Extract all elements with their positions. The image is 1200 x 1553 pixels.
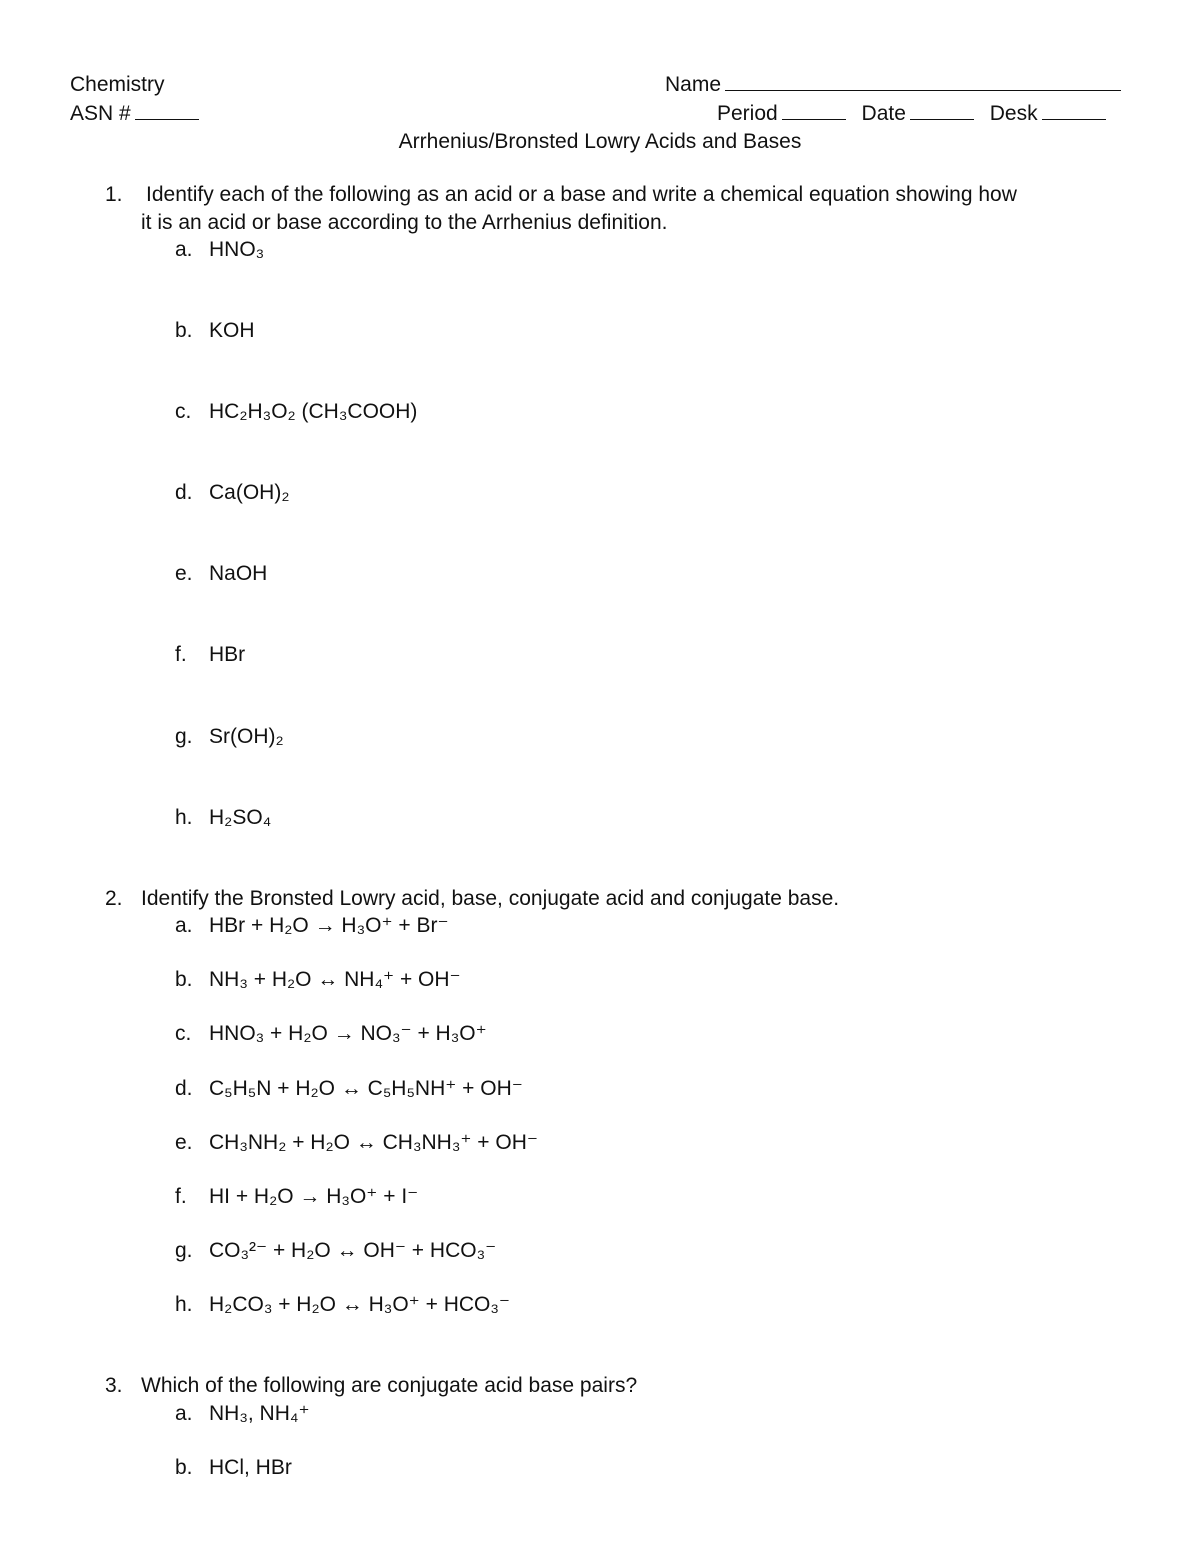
item-letter: b. xyxy=(175,1456,193,1479)
list-item xyxy=(175,1457,292,1478)
name-label: Name xyxy=(665,73,722,96)
list-item xyxy=(175,1132,538,1153)
chemical-equation: CH₃NH₂ + H₂O ↔ CH₃NH₃⁺ + OH⁻ xyxy=(209,1131,538,1154)
chemical-formula: HC₂H₃O₂ (CH₃COOH) xyxy=(209,400,418,423)
item-letter: h. xyxy=(175,1293,193,1316)
item-letter: c. xyxy=(175,400,192,423)
item-letter: h. xyxy=(175,806,193,829)
item-letter: f. xyxy=(175,1185,187,1208)
list-item xyxy=(175,969,461,990)
list-item xyxy=(175,1078,523,1099)
list-item xyxy=(175,1403,310,1424)
chemical-equation: HNO₃ + H₂O → NO₃⁻ + H₃O⁺ xyxy=(209,1022,487,1045)
name-blank[interactable] xyxy=(725,74,1121,91)
date-label: Date xyxy=(861,102,906,125)
item-letter: e. xyxy=(175,1131,193,1154)
list-item xyxy=(175,239,264,260)
asn-label: ASN # xyxy=(70,102,131,125)
date-blank[interactable] xyxy=(910,103,974,120)
item-letter: e. xyxy=(175,562,193,585)
question-number: 1. xyxy=(105,183,123,206)
chemical-formula: HNO₃ xyxy=(209,238,265,261)
list-item xyxy=(175,320,255,341)
chemical-formula: KOH xyxy=(209,319,255,342)
chemical-equation: HI + H₂O → H₃O⁺ + I⁻ xyxy=(209,1185,419,1208)
desk-blank[interactable] xyxy=(1042,103,1106,120)
item-letter: g. xyxy=(175,1239,193,1262)
item-letter: c. xyxy=(175,1022,192,1045)
item-letter: g. xyxy=(175,725,193,748)
course-label: Chemistry xyxy=(70,73,165,96)
list-item xyxy=(175,1023,487,1044)
item-letter: a. xyxy=(175,238,193,261)
list-item xyxy=(175,915,449,936)
list-item xyxy=(175,1294,510,1315)
chemical-formula: HBr xyxy=(209,643,246,666)
item-letter: a. xyxy=(175,1402,193,1425)
item-letter: d. xyxy=(175,1077,193,1100)
asn-field xyxy=(70,103,199,124)
list-item xyxy=(175,401,417,422)
chemical-formula: Sr(OH)₂ xyxy=(209,725,284,748)
chemical-equation: C₅H₅N + H₂O ↔ C₅H₅NH⁺ + OH⁻ xyxy=(209,1077,523,1100)
chemical-pair: HCl, HBr xyxy=(209,1456,292,1479)
question-number: 2. xyxy=(105,887,123,910)
period-blank[interactable] xyxy=(782,103,846,120)
period-date-desk-row xyxy=(717,103,1106,124)
item-letter: b. xyxy=(175,968,193,991)
list-item xyxy=(175,1186,418,1207)
question-text: Which of the following are conjugate acid base pairs? xyxy=(141,1374,638,1397)
period-label: Period xyxy=(717,102,778,125)
chemical-equation: CO₃²⁻ + H₂O ↔ OH⁻ + HCO₃⁻ xyxy=(209,1239,497,1262)
list-item xyxy=(175,726,284,747)
list-item xyxy=(175,563,267,584)
name-field xyxy=(665,74,1121,95)
question-text: it is an acid or base according to the Arrhenius definition. xyxy=(141,211,668,234)
list-item xyxy=(175,482,289,503)
question-text: Identify the Bronsted Lowry acid, base, conjugate acid and conjugate base. xyxy=(141,887,840,910)
desk-label: Desk xyxy=(989,102,1038,125)
list-item xyxy=(175,644,245,665)
chemical-equation: NH₃ + H₂O ↔ NH₄⁺ + OH⁻ xyxy=(209,968,461,991)
worksheet-title: Arrhenius/Bronsted Lowry Acids and Bases xyxy=(398,130,802,153)
asn-blank[interactable] xyxy=(135,103,199,120)
chemical-formula: H₂SO₄ xyxy=(209,806,272,829)
item-letter: a. xyxy=(175,914,193,937)
chemical-pair: NH₃, NH₄⁺ xyxy=(209,1402,310,1425)
question-number: 3. xyxy=(105,1374,123,1397)
chemical-equation: H₂CO₃ + H₂O ↔ H₃O⁺ + HCO₃⁻ xyxy=(209,1293,510,1316)
question-text: Identify each of the following as an acid or a base and write a chemical equation showing how xyxy=(146,183,1017,206)
chemical-formula: NaOH xyxy=(209,562,268,585)
list-item xyxy=(175,1240,496,1261)
item-letter: f. xyxy=(175,643,187,666)
chemical-formula: Ca(OH)₂ xyxy=(209,481,290,504)
item-letter: b. xyxy=(175,319,193,342)
item-letter: d. xyxy=(175,481,193,504)
list-item xyxy=(175,807,271,828)
chemical-equation: HBr + H₂O → H₃O⁺ + Br⁻ xyxy=(209,914,449,937)
